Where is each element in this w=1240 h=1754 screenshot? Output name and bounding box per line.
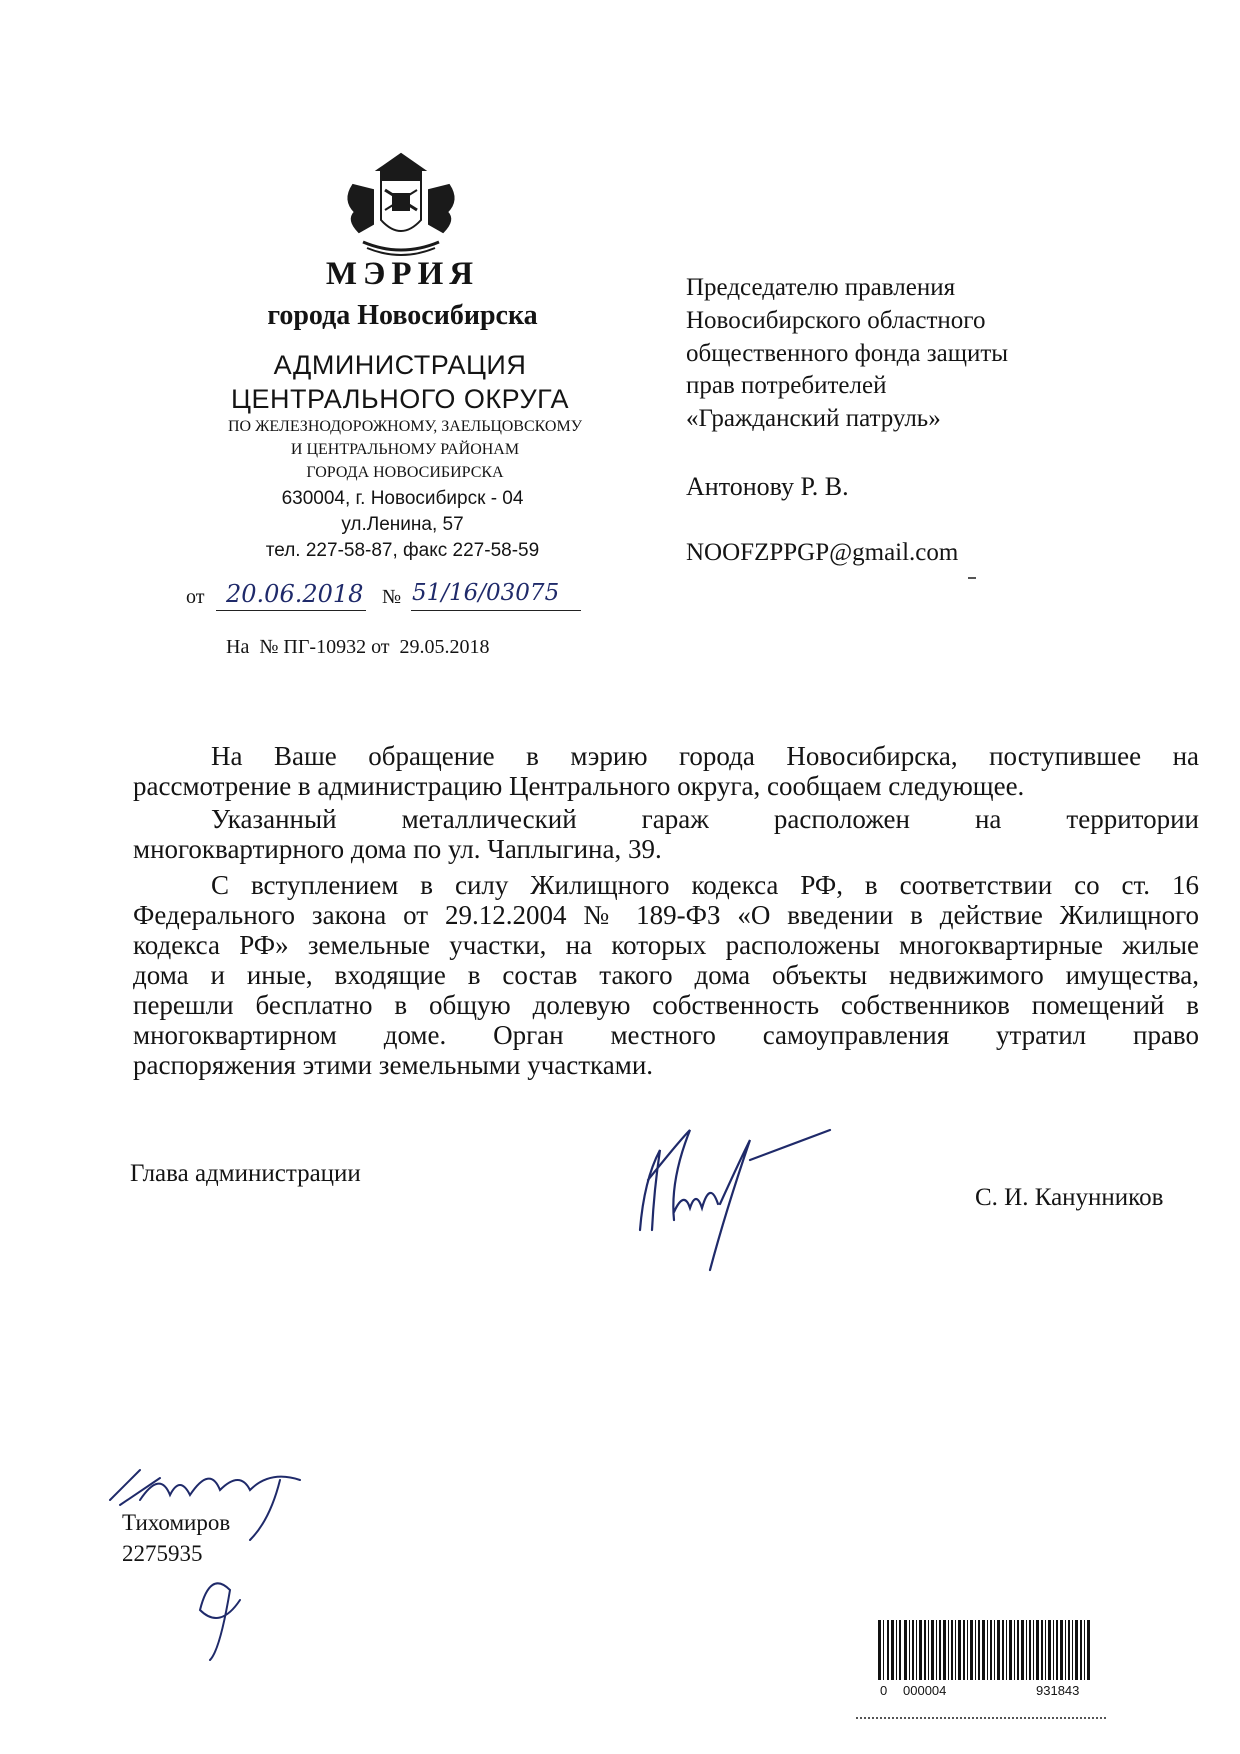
body-paragraph-1 <box>133 741 1199 801</box>
number-label: № <box>382 586 402 608</box>
org-city: города Новосибирска <box>267 300 538 331</box>
date-underline <box>216 610 366 611</box>
paragraph-line: С вступлением в силу Жилищного кодекса РФ, в соответствии со ст. 16 <box>211 870 1199 900</box>
district-line-1: ПО ЖЕЛЕЗНОДОРОЖНОМУ, ЗАЕЛЬЦОВСКОМУ <box>227 418 583 435</box>
paragraph-line: рассмотрение в администрацию Центрального округа, сообщаем следующее. <box>133 771 1025 801</box>
scan-mark <box>968 577 976 579</box>
barcode-icon <box>878 1620 1093 1680</box>
from-label: от <box>186 586 205 608</box>
executor-phone: 2275935 <box>122 1541 203 1566</box>
addressee-line-1: Председателю правления <box>686 274 956 301</box>
paragraph-line: распоряжения этими земельными участками. <box>133 1050 654 1080</box>
outgoing-date: 20.06.2018 <box>226 580 364 608</box>
number-underline <box>411 610 581 611</box>
admin-line-1: АДМИНИСТРАЦИЯ <box>273 350 527 380</box>
body-paragraph-2 <box>133 804 1199 864</box>
outgoing-number: 51/16/03075 <box>412 580 560 606</box>
addressee-email: NOOFZPPGP@gmail.com <box>686 539 959 566</box>
addressee-line-2: Новосибирского областного <box>686 307 986 334</box>
district-line-3: ГОРОДА НОВОСИБИРСКА <box>306 464 504 481</box>
paragraph-line: Федерального закона от 29.12.2004 № 189-ФЗ «О введении в действие Жилищного <box>133 900 1199 930</box>
paragraph-line: перешли бесплатно в общую долевую собственность собственников помещений в <box>133 990 1199 1020</box>
reference-row <box>186 580 606 620</box>
paragraph-line: многоквартирного дома по ул. Чаплыгина, 39. <box>133 834 662 864</box>
barcode-left-digit: 0 <box>880 1683 888 1698</box>
dotted-rule <box>856 1717 1106 1719</box>
paragraph-line: Указанный металлический гараж расположен на территории <box>211 804 1199 834</box>
paragraph-line: кодекса РФ» земельные участки, на которых расположены многоквартирные жилые <box>133 930 1199 960</box>
addressee-line-3: общественного фонда защиты <box>686 340 1009 367</box>
reply-reference: На № ПГ-10932 от 29.05.2018 <box>226 636 490 658</box>
paragraph-line: На Ваше обращение в мэрию города Новосибирска, поступившее на <box>211 741 1199 771</box>
postal-address: 630004, г. Новосибирск - 04 <box>281 488 524 509</box>
addressee-line-4: прав потребителей <box>686 372 887 399</box>
org-title: МЭРИЯ <box>325 256 480 292</box>
barcode-right-digits: 931843 <box>1036 1683 1080 1698</box>
district-line-2: И ЦЕНТРАЛЬНОМУ РАЙОНАМ <box>290 441 520 458</box>
handwritten-signature-icon <box>630 1120 860 1290</box>
addressee-line-5: «Гражданский патруль» <box>686 405 941 432</box>
signatory-title: Глава администрации <box>130 1160 361 1187</box>
addressee-name: Антонову Р. В. <box>686 472 849 501</box>
phone-fax: тел. 227-58-87, факс 227-58-59 <box>265 540 540 561</box>
admin-line-2: ЦЕНТРАЛЬНОГО ОКРУГА <box>231 384 569 414</box>
city-coat-of-arms-icon <box>333 150 469 260</box>
paragraph-line: дома и иные, входящие в состав такого дома объекты недвижимого имущества, <box>133 960 1199 990</box>
body-paragraph-3 <box>133 870 1199 1080</box>
executor-name: Тихомиров <box>122 1510 231 1535</box>
signatory-name: С. И. Канунников <box>975 1184 1164 1211</box>
barcode-middle-digits: 000004 <box>903 1683 947 1698</box>
street-address: ул.Ленина, 57 <box>341 514 464 535</box>
paragraph-line: многоквартирном доме. Орган местного самоуправления утратил право <box>133 1020 1199 1050</box>
